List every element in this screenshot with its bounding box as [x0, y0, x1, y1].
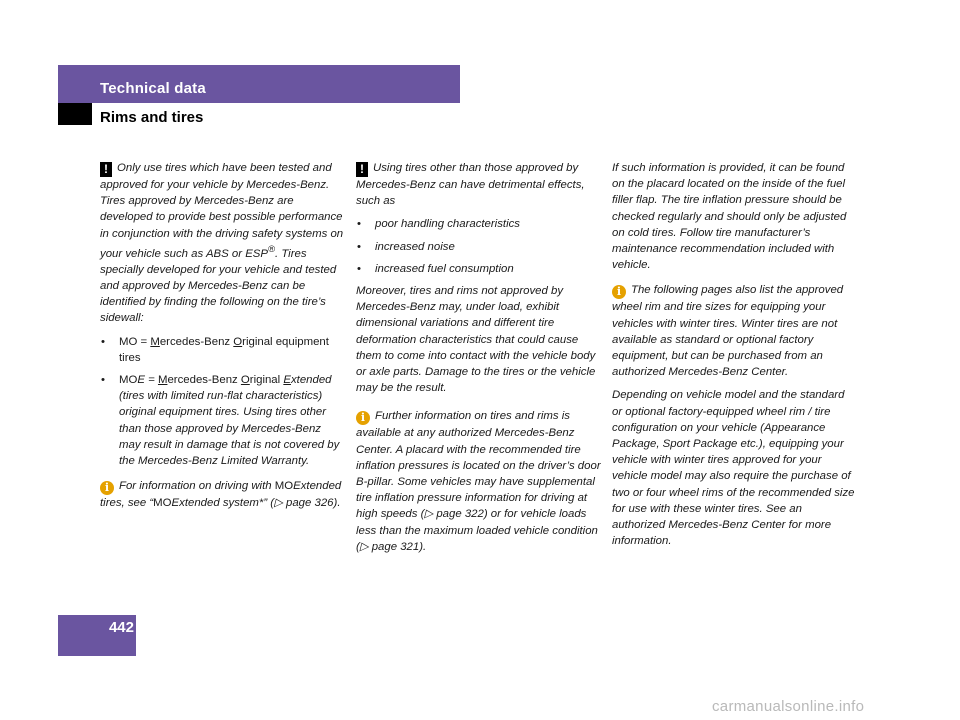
info-note-further: i Further information on tires and rims is available at any authorized Mercedes-Benz Center. A placard with the recommended tire inflation pressures is located on the driver’s door B-pillar. Some vehicles may have supplemental tire inflation pressure information for driving at high speeds (▷ page 322) or for vehicle loads less than the maximum loaded vehicle condition (▷ page 321).: [356, 410, 601, 553]
list-item-mo: • MO = Mercedes-Benz Original equipment tires: [100, 334, 345, 366]
warning-icon: !: [356, 162, 368, 177]
column-2: [356, 160, 601, 562]
paragraph-nonapproved: Moreover, tires and rims not approved by Mercedes-Benz may, under load, exhibit dimensional variations and different tire deformation characteristics that could cause them to come into contact with the vehicle body or axle parts. Damage to the tires or the vehicle may be the result.: [356, 285, 596, 395]
list-item-moe: • MOE = Mercedes-Benz Original Extended (tires with limited run-flat characteristics) original equipment tires. Using tires other than those approved by Mercedes-Benz may result in damage that is not covered by the Mercedes-Benz Limited Warranty.: [100, 372, 345, 469]
info-icon: i: [612, 285, 626, 299]
info-note-moextended: i For information on driving with MOExtended tires, see “MOExtended system*” (▷ page 326).: [100, 480, 342, 510]
warning-note-tires: ! Only use tires which have been tested and approved for your vehicle by Mercedes-Benz. Tires approved by Mercedes-Benz are developed to provide best possible performance in conjunction with the driving safety systems on your vehicle such as ABS or ESP®. Tires specially developed for your vehicle and tested and approved by Mercedes-Benz can be identified by finding the following on the tire’s sidewall:: [100, 162, 344, 325]
info-note-winter: i The following pages also list the approved wheel rim and tire sizes for equipping your vehicles with winter tires. Winter tires are not available as standard or optional factory equipment, but can be purchased from an authorized Mercedes-Benz Center.: [612, 284, 844, 379]
warning-note-effects: ! Using tires other than those approved by Mercedes-Benz can have detrimental effects, such as: [356, 162, 585, 208]
paragraph-winter-rims: Depending on vehicle model and the standard or optional factory-equipped wheel rim / tire configuration on your vehicle (Appearance Package, Sport Package etc.), equipping your vehicle with winter tires approved for your vehicle model may also require the purchase of two or four wheel rims of the recommended size for use with these winter tires. See an authorized Mercedes-Benz Center for more information.: [612, 389, 855, 548]
column-3: [612, 160, 857, 556]
column-1: [100, 160, 345, 518]
info-icon: i: [100, 481, 114, 495]
list-item: • increased fuel consumption: [356, 261, 601, 277]
list-item: • poor handling characteristics: [356, 216, 601, 232]
list-item: • increased noise: [356, 239, 601, 255]
watermark: carmanualsonline.info: [712, 698, 865, 715]
section-title: Technical data: [100, 80, 206, 97]
warning-icon: !: [100, 162, 112, 177]
page-subtitle: Rims and tires: [100, 109, 204, 126]
page-number: 442: [108, 619, 134, 636]
header-marker: [58, 103, 92, 125]
info-icon: i: [356, 411, 370, 425]
paragraph-placard: If such information is provided, it can be found on the placard located on the inside of the fuel filler flap. The tire inflation pressure should be checked regularly and should only be adjusted on cold tires. Follow tire manufacturer’s maintenance recommendation included with vehicle.: [612, 162, 847, 272]
